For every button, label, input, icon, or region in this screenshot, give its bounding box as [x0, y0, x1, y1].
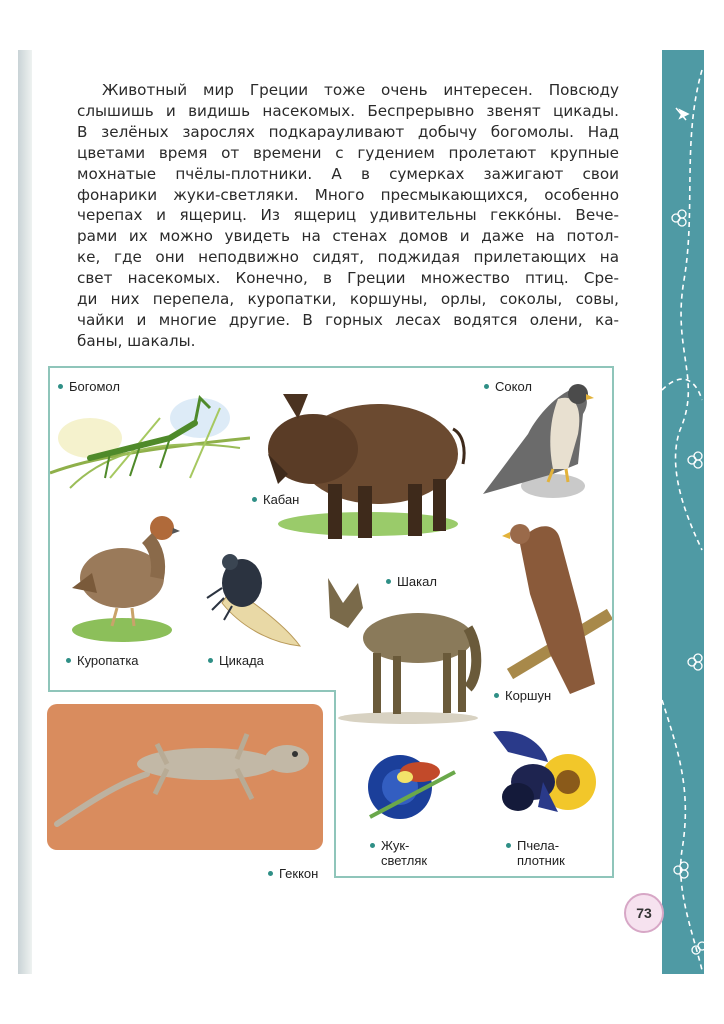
paragraph-line: мохнатые пчёлы-плотники. А в сумерках зажигают свои [77, 164, 619, 183]
paragraph-line: ди них перепела, куропатки, коршуны, орлы, соколы, совы, [77, 290, 619, 309]
bullet-icon [370, 843, 375, 848]
bullet-icon [66, 658, 71, 663]
bullet-icon [58, 384, 63, 389]
label-text: Коршун [505, 688, 552, 703]
bullet-icon [208, 658, 213, 663]
paragraph-line: чайки и многие другие. В горных лесах водятся олени, ка- [77, 310, 619, 329]
paragraph-line: свет насекомых. Конечно, в Греции множество птиц. Сре- [77, 269, 619, 288]
page-number-badge: 73 [624, 893, 664, 933]
label-text: Цикада [219, 653, 264, 668]
paragraph-line: Животный мир Греции тоже очень интересен. Повсюду [102, 81, 619, 99]
bullet-icon [252, 497, 257, 502]
decor-path-icon [662, 50, 704, 974]
label-falcon [484, 379, 532, 394]
paragraph-line: В зелёных зарослях подкарауливают добычу богомолы. Над [77, 122, 619, 141]
kite-illustration [500, 514, 612, 704]
label-text: плотник [517, 853, 565, 868]
cicada-illustration [202, 548, 302, 654]
frame-right [612, 366, 614, 878]
bullet-icon [506, 843, 511, 848]
gecko-illustration [47, 704, 323, 850]
label-mantis [58, 379, 120, 394]
mantis-illustration [50, 378, 250, 502]
label-text: Жук- [381, 838, 410, 853]
paragraph-line: баны, шакалы. [77, 331, 196, 350]
main-paragraph [77, 80, 619, 352]
label-text: Геккон [279, 866, 319, 881]
bullet-icon [484, 384, 489, 389]
label-carpenter-bee [506, 838, 565, 868]
label-text: Сокол [495, 379, 532, 394]
frame-mid [48, 690, 334, 692]
label-text: Шакал [397, 574, 437, 589]
paragraph-line: фонарики жуки-светляки. Много пресмыкающихся, особенно [77, 185, 619, 204]
label-kite [494, 688, 551, 703]
label-partridge [66, 653, 139, 668]
partridge-illustration [62, 508, 182, 648]
paragraph-line: ке, где они неподвижно сидят, поджидая прилетающих на [77, 248, 619, 267]
label-cicada [208, 653, 264, 668]
label-text: Пчела- [517, 838, 560, 853]
side-decor-band [662, 50, 704, 974]
carpenter-bee-illustration [488, 722, 603, 831]
paragraph-line: цветами время от времени с гудением пролетают крупные [77, 143, 619, 162]
paragraph-line: слышишь и видишь насекомых. Беспрерывно звенят цикады. [77, 101, 619, 120]
label-text: Куропатка [77, 653, 139, 668]
frame-bottom [336, 876, 614, 878]
gecko-photo-background [47, 704, 323, 850]
spine-shadow [18, 50, 32, 974]
paragraph-line: рами их можно увидеть на стенах домов и даже на потол- [77, 227, 619, 246]
label-text: Богомол [69, 379, 120, 394]
label-text: светляк [381, 853, 428, 868]
firefly-illustration [360, 732, 460, 826]
frame-top [48, 366, 614, 368]
bullet-icon [268, 871, 273, 876]
bullet-icon [494, 693, 499, 698]
label-firefly [370, 838, 427, 868]
label-boar [252, 492, 299, 507]
paragraph-line: черепах и ящериц. Из ящериц удивительны гекко́ны. Вече- [77, 206, 619, 225]
boar-illustration [258, 374, 473, 556]
label-text: Кабан [263, 492, 300, 507]
label-gecko [268, 866, 318, 881]
jackal-illustration [318, 568, 483, 730]
